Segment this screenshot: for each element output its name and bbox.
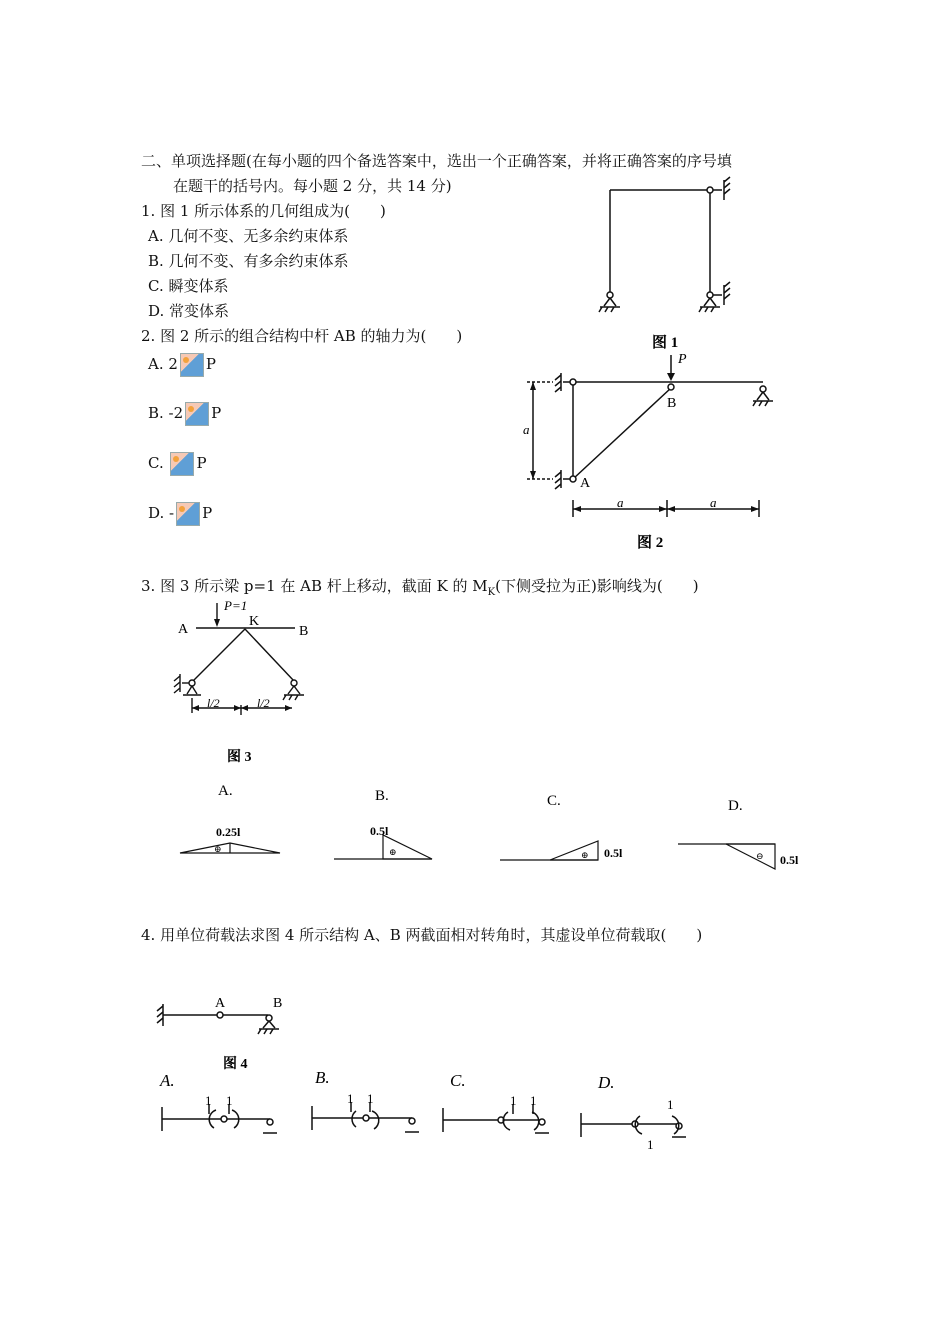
fig2-label-p: P: [678, 352, 687, 367]
q4-opt-d-label: D.: [598, 1073, 615, 1092]
q4-a-unit-2: 1: [226, 1093, 233, 1108]
q2-stem: 2. 图 2 所示的组合结构中杆 AB 的轴力为( ): [141, 327, 463, 345]
fig4-label-a: A: [215, 996, 226, 1011]
q1-option-c: C. 瞬变体系: [148, 277, 229, 295]
q1-option-b: B. 几何不变、有多余约束体系: [148, 252, 349, 270]
q4-d-unit-2: 1: [647, 1137, 654, 1152]
q3-opt-c-sign: ⊕: [581, 850, 589, 860]
q2-b-unit: P: [211, 404, 222, 422]
q2-a-unit: P: [205, 355, 217, 373]
q3-opt-d-label: D.: [728, 798, 743, 814]
q4-options: [150, 1060, 710, 1155]
section-heading: 二、单项选择题(在每小题的四个备选答案中，选出一个正确答案，并将正确答案的序号填: [141, 152, 732, 170]
q3-stem-sub: K: [487, 587, 496, 598]
broken-image-icon: [180, 353, 204, 377]
q3-options: [170, 775, 820, 875]
q2-c-prefix: C.: [148, 454, 169, 472]
fig2-dim-a-left: a: [617, 495, 624, 510]
q3-opt-b-label: B.: [375, 788, 389, 804]
fig2-label-a: A: [580, 476, 591, 491]
q3-opt-a-sign: ⊕: [214, 844, 222, 854]
q4-a-unit-1: 1: [205, 1093, 212, 1108]
fig4-label-b: B: [273, 996, 283, 1011]
q2-option-a: [148, 353, 216, 377]
q2-option-d: [148, 502, 212, 526]
q2-d-prefix: D. -: [148, 504, 175, 522]
q4-b-unit-2: 1: [367, 1091, 374, 1106]
q2-c-unit: P: [196, 454, 207, 472]
section-heading-2: 在题干的括号内。每小题 2 分，共 14 分): [173, 177, 452, 195]
broken-image-icon: [170, 452, 194, 476]
q3-opt-a-value: 0.25l: [216, 825, 241, 839]
fig3-label-b: B: [299, 624, 309, 639]
q2-d-unit: P: [202, 504, 213, 522]
figure-1: [590, 160, 750, 355]
q3-opt-d-sign: ⊖: [756, 851, 764, 861]
q4-c-unit-2: 1: [530, 1093, 537, 1108]
q3-stem-main: 3. 图 3 所示梁 p=1 在 AB 杆上移动，截面 K 的 M: [141, 577, 488, 595]
q2-b-prefix: B. -2: [148, 404, 184, 422]
q4-b-unit-1: 1: [347, 1091, 354, 1106]
q1-stem: 1. 图 1 所示体系的几何组成为( ): [141, 202, 386, 220]
q4-stem: 4. 用单位荷载法求图 4 所示结构 A、B 两截面相对转角时，其虚设单位荷载取( ): [141, 926, 703, 944]
fig4-caption: 图 4: [223, 1057, 248, 1072]
q4-opt-a-label: A.: [160, 1071, 175, 1090]
broken-image-icon: [176, 502, 200, 526]
q1-option-a: A. 几何不变、无多余约束体系: [148, 227, 349, 245]
fig3-half-right: l/2: [257, 696, 270, 710]
fig2-label-b: B: [667, 396, 677, 411]
fig3-half-left: l/2: [207, 696, 220, 710]
fig2-dim-a-vertical: a: [523, 422, 530, 437]
fig1-caption: 图 1: [652, 335, 679, 351]
q4-opt-c-label: C.: [450, 1071, 466, 1090]
figure-3: [170, 595, 330, 765]
fig3-label-a: A: [178, 622, 189, 637]
q4-c-unit-1: 1: [510, 1093, 517, 1108]
fig3-label-k: K: [249, 614, 260, 629]
broken-image-icon: [185, 402, 209, 426]
q1-option-d: D. 常变体系: [148, 302, 230, 320]
q3-opt-c-value: 0.5l: [604, 846, 623, 860]
q3-opt-b-value: 0.5l: [370, 824, 389, 838]
q4-d-unit-1: 1: [667, 1097, 674, 1112]
fig3-load: P=1: [224, 598, 248, 613]
q4-opt-b-label: B.: [315, 1068, 330, 1087]
q3-opt-b-sign: ⊕: [389, 847, 397, 857]
q2-option-c: [148, 452, 207, 476]
q3-stem-end: (下侧受拉为正)影响线为( ): [495, 577, 699, 595]
fig2-caption: 图 2: [637, 535, 664, 551]
q3-opt-c-label: C.: [547, 793, 561, 809]
figure-2: [515, 345, 785, 560]
fig2-dim-a-right: a: [710, 495, 717, 510]
q2-a-prefix: A. 2: [148, 355, 178, 373]
q3-opt-a-label: A.: [218, 783, 233, 799]
q3-opt-d-value: 0.5l: [780, 853, 799, 867]
q2-option-b: [148, 402, 221, 426]
fig3-caption: 图 3: [227, 750, 252, 765]
